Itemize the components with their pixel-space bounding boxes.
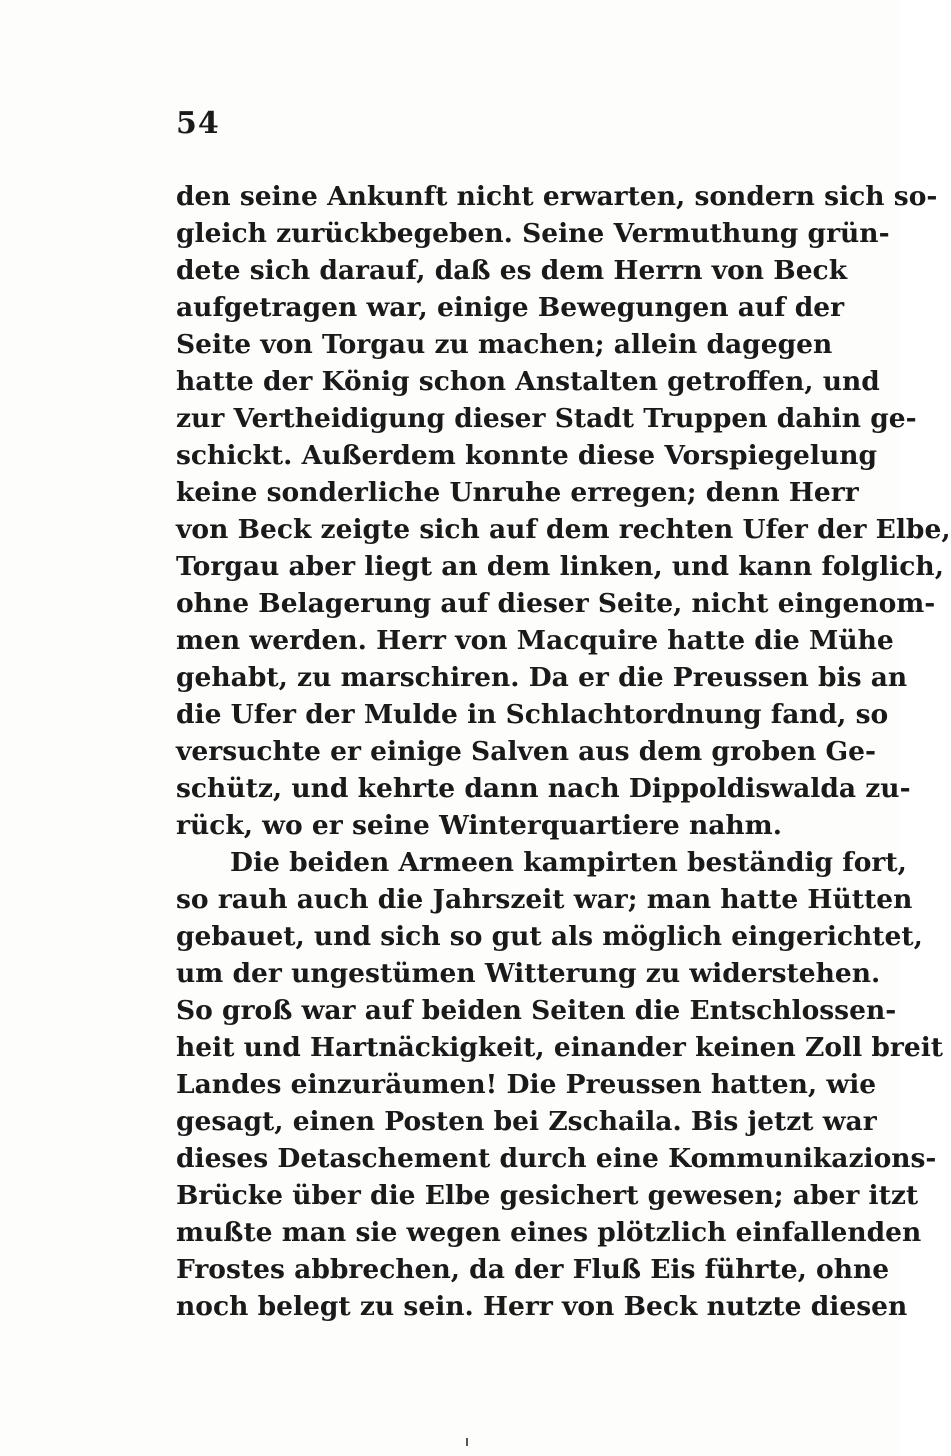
paragraph-1 [176, 178, 951, 844]
text-line: heit und Hartnäckigkeit, einander keinen Zoll breit [176, 1032, 944, 1063]
text-line: Landes einzuräumen! Die Preussen hatten, wie [176, 1069, 877, 1100]
paragraph-2 [176, 844, 944, 1325]
text-line: dieses Detaschement durch eine Kommunikazions- [176, 1143, 937, 1174]
text-line: aufgetragen war, einige Bewegungen auf der [176, 292, 845, 323]
text-line: Frostes abbrechen, da der Fluß Eis führte, ohne [176, 1254, 890, 1285]
text-line: gehabt, zu marschiren. Da er die Preussen bis an [176, 662, 908, 693]
text-line: keine sonderliche Unruhe erregen; denn Herr [176, 477, 859, 508]
text-line: Seite von Torgau zu machen; allein dagegen [176, 329, 833, 360]
text-line: noch belegt zu sein. Herr von Beck nutzte diesen [176, 1291, 908, 1322]
text-line: So groß war auf beiden Seiten die Entschlossen- [176, 995, 897, 1026]
text-line: gebauet, und sich so gut als möglich eingerichtet, [176, 921, 923, 952]
text-line: ohne Belagerung auf dieser Seite, nicht eingenom- [176, 588, 936, 619]
text-line: die Ufer der Mulde in Schlachtordnung fand, so [176, 699, 889, 730]
text-line: von Beck zeigte sich auf dem rechten Ufer der Elbe, [176, 514, 951, 545]
text-line: gleich zurückbegeben. Seine Vermuthung grün- [176, 218, 890, 249]
body-text [176, 178, 951, 1325]
text-line: Torgau aber liegt an dem linken, und kann folglich, [176, 551, 944, 582]
text-line: zur Vertheidigung dieser Stadt Truppen dahin ge- [176, 403, 917, 434]
text-line: versuchte er einige Salven aus dem groben Ge- [176, 736, 876, 767]
text-line: rück, wo er seine Winterquartiere nahm. [176, 810, 782, 841]
text-line: hatte der König schon Anstalten getroffen, und [176, 366, 880, 397]
text-line: Brücke über die Elbe gesichert gewesen; aber itzt [176, 1180, 919, 1211]
page-number: 54 [176, 106, 220, 141]
text-line: den seine Ankunft nicht erwarten, sondern sich so- [176, 181, 938, 212]
text-line: so rauh auch die Jahrszeit war; man hatte Hütten [176, 884, 913, 915]
text-line: mußte man sie wegen eines plötzlich einfallenden [176, 1217, 922, 1248]
page-edge-mark [466, 1438, 468, 1446]
text-line: Die beiden Armeen kampirten beständig fort, [230, 847, 907, 878]
text-line: schütz, und kehrte dann nach Dippoldiswalda zu- [176, 773, 911, 804]
text-line: schickt. Außerdem konnte diese Vorspiegelung [176, 440, 878, 471]
text-line: dete sich darauf, daß es dem Herrn von Beck [176, 255, 848, 286]
text-line: gesagt, einen Posten bei Zschaila. Bis jetzt war [176, 1106, 877, 1137]
text-line: men werden. Herr von Macquire hatte die Mühe [176, 625, 894, 656]
text-line: um der ungestümen Witterung zu widerstehen. [176, 958, 881, 989]
